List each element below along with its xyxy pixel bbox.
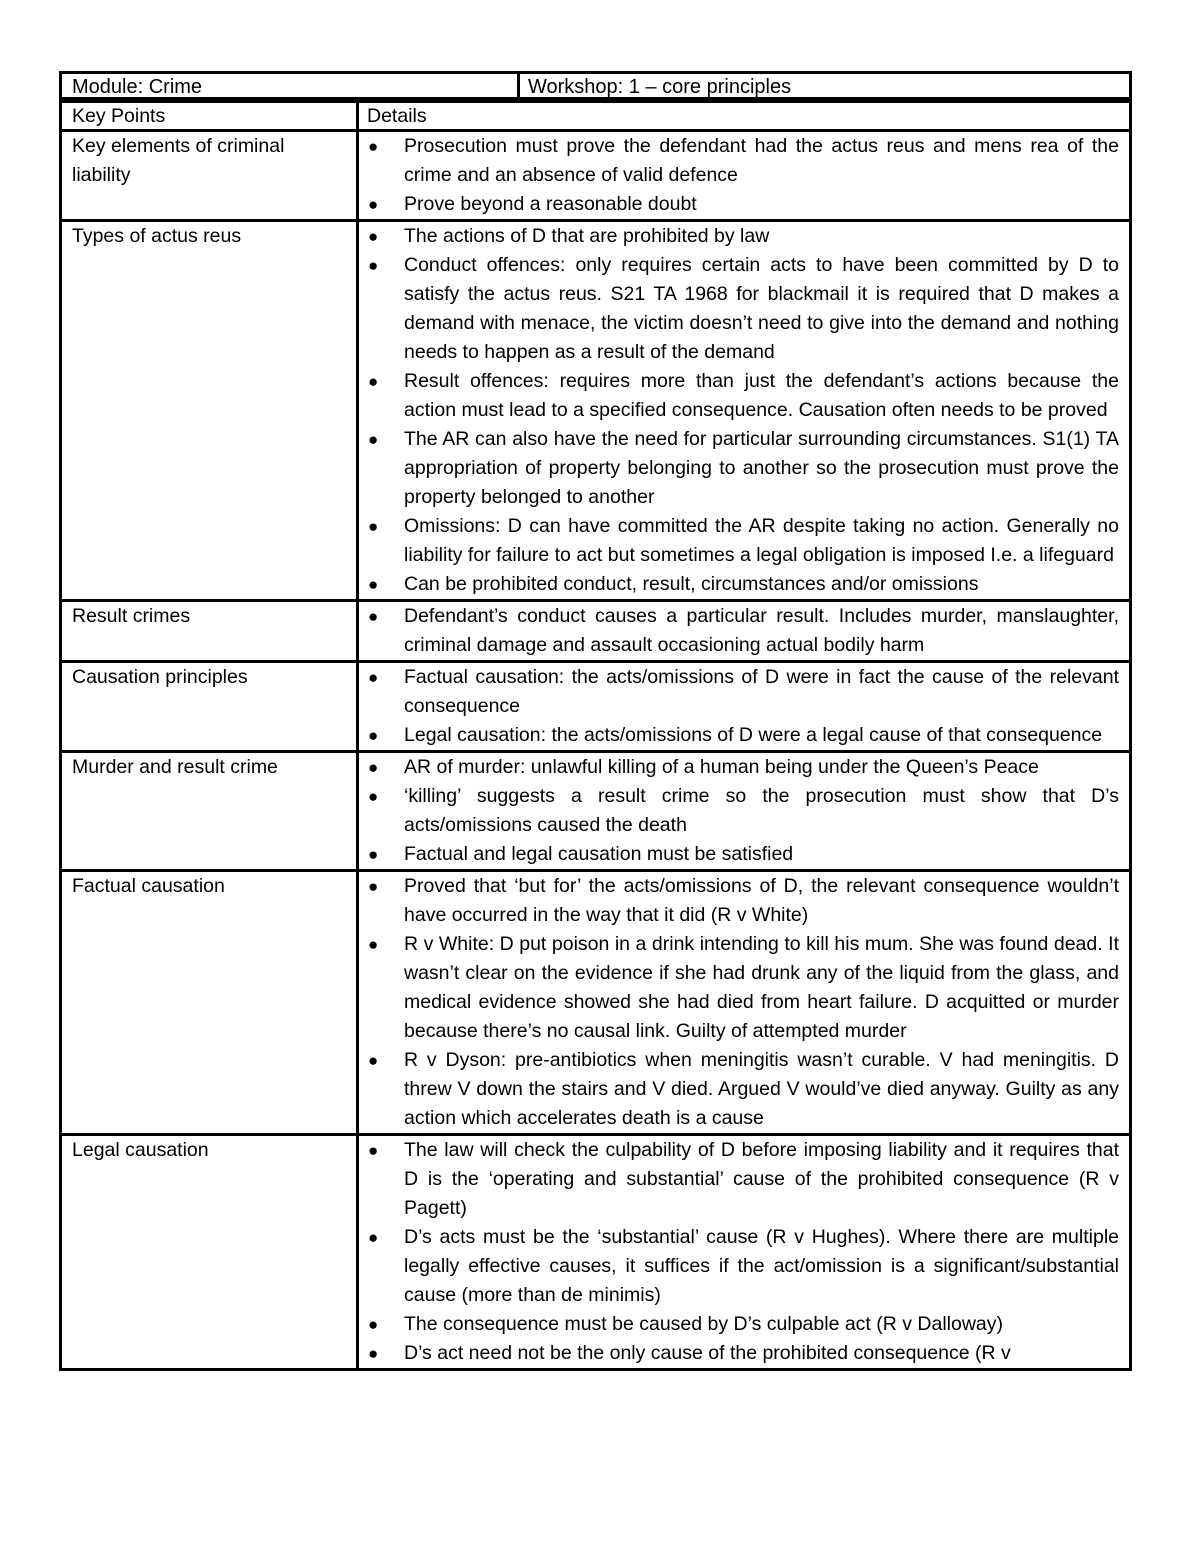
details-cell bbox=[358, 752, 1131, 871]
detail-text: AR of murder: unlawful killing of a human being under the Queen’s Peace bbox=[404, 756, 1039, 778]
bullet-icon: ● bbox=[368, 1344, 379, 1363]
detail-text: R v White: D put poison in a drink intending to kill his mum. She was found dead. It wasn’t clear on the evidence if she had drunk any of the liquid from the glass, and medical evidence showed she had died from heart failure. D acquitted or murder because there’s no causal link. Guilty of attempted murder bbox=[404, 933, 1119, 1042]
list-item bbox=[368, 222, 1119, 251]
detail-text: Factual and legal causation must be satisfied bbox=[404, 843, 794, 865]
details-list bbox=[368, 872, 1119, 1133]
list-item bbox=[368, 367, 1119, 425]
details-list bbox=[368, 132, 1119, 219]
detail-text: Prove beyond a reasonable doubt bbox=[404, 193, 697, 215]
detail-text: The law will check the culpability of D before imposing liability and it requires that D is the ‘operating and substantial’ cause of the prohibited consequence (R v Pagett) bbox=[404, 1139, 1119, 1219]
bullet-icon: ● bbox=[368, 668, 379, 687]
header-row bbox=[59, 71, 1132, 100]
details-cell bbox=[358, 871, 1131, 1135]
details-cell bbox=[358, 601, 1131, 662]
key-point: Murder and result crime bbox=[61, 752, 358, 871]
bullet-icon: ● bbox=[368, 256, 379, 275]
detail-text: Result offences: requires more than just the defendant’s actions because the action must lead to a specified consequence. Causation often needs to be proved bbox=[404, 370, 1119, 421]
details-cell bbox=[358, 662, 1131, 752]
detail-text: Prosecution must prove the defendant had the actus reus and mens rea of the crime and an absence of valid defence bbox=[404, 135, 1119, 186]
details-cell bbox=[358, 221, 1131, 601]
key-point: Key elements of criminal liability bbox=[61, 131, 358, 221]
details-list bbox=[368, 1136, 1119, 1368]
detail-text: Defendant’s conduct causes a particular result. Includes murder, manslaughter, criminal damage and assault occasioning actual bodily harm bbox=[404, 605, 1119, 656]
bullet-icon: ● bbox=[368, 607, 379, 626]
list-item bbox=[368, 190, 1119, 219]
list-item bbox=[368, 753, 1119, 782]
list-item bbox=[368, 1310, 1119, 1339]
bullet-icon: ● bbox=[368, 1315, 379, 1334]
bullet-icon: ● bbox=[368, 935, 379, 954]
bullet-icon: ● bbox=[368, 372, 379, 391]
bullet-icon: ● bbox=[368, 195, 379, 214]
list-item bbox=[368, 1136, 1119, 1223]
list-item bbox=[368, 132, 1119, 190]
column-header-details: Details bbox=[358, 102, 1131, 131]
bullet-icon: ● bbox=[368, 787, 379, 806]
key-point: Types of actus reus bbox=[61, 221, 358, 601]
list-item bbox=[368, 840, 1119, 869]
bullet-icon: ● bbox=[368, 575, 379, 594]
bullet-icon: ● bbox=[368, 227, 379, 246]
details-list bbox=[368, 663, 1119, 750]
list-item bbox=[368, 602, 1119, 660]
details-cell bbox=[358, 131, 1131, 221]
list-item bbox=[368, 663, 1119, 721]
module-title: Module: Crime bbox=[62, 74, 520, 97]
detail-text: Conduct offences: only requires certain acts to have been committed by D to satisfy the actus reus. S21 TA 1968 for blackmail it is required that D makes a demand with menace, the victim doesn’t need to give into the demand and nothing needs to happen as a result of the demand bbox=[404, 254, 1119, 363]
table-row bbox=[61, 752, 1131, 871]
detail-text: D’s acts must be the ‘substantial’ cause (R v Hughes). Where there are multiple legally effective causes, it suffices if the act/omission is a significant/substantial cause (more than de minimis) bbox=[404, 1226, 1119, 1306]
list-item bbox=[368, 251, 1119, 367]
table-row bbox=[61, 221, 1131, 601]
bullet-icon: ● bbox=[368, 1141, 379, 1160]
bullet-icon: ● bbox=[368, 1228, 379, 1247]
list-item bbox=[368, 512, 1119, 570]
details-list bbox=[368, 753, 1119, 869]
notes-table bbox=[59, 100, 1132, 1371]
table-row bbox=[61, 871, 1131, 1135]
detail-text: The AR can also have the need for particular surrounding circumstances. S1(1) TA appropriation of property belonging to another so the prosecution must prove the property belonged to another bbox=[404, 428, 1119, 508]
column-header-key-points: Key Points bbox=[61, 102, 358, 131]
details-list bbox=[368, 222, 1119, 599]
list-item bbox=[368, 782, 1119, 840]
bullet-icon: ● bbox=[368, 845, 379, 864]
list-item bbox=[368, 1223, 1119, 1310]
workshop-title: Workshop: 1 – core principles bbox=[528, 76, 792, 98]
key-point: Legal causation bbox=[61, 1135, 358, 1370]
bullet-icon: ● bbox=[368, 1051, 379, 1070]
detail-text: D’s act need not be the only cause of the prohibited consequence (R v bbox=[404, 1342, 1011, 1364]
detail-text: Legal causation: the acts/omissions of D were a legal cause of that consequence bbox=[404, 724, 1103, 746]
table-row bbox=[61, 131, 1131, 221]
list-item bbox=[368, 721, 1119, 750]
list-item bbox=[368, 570, 1119, 599]
bullet-icon: ● bbox=[368, 430, 379, 449]
detail-text: Can be prohibited conduct, result, circumstances and/or omissions bbox=[404, 573, 979, 595]
detail-text: Proved that ‘but for’ the acts/omissions of D, the relevant consequence wouldn’t have occurred in the way that it did (R v White) bbox=[404, 875, 1119, 926]
list-item bbox=[368, 872, 1119, 930]
bullet-icon: ● bbox=[368, 877, 379, 896]
details-list bbox=[368, 602, 1119, 660]
bullet-icon: ● bbox=[368, 517, 379, 536]
detail-text: Omissions: D can have committed the AR despite taking no action. Generally no liability for failure to act but sometimes a legal obligation is imposed I.e. a lifeguard bbox=[404, 515, 1119, 566]
detail-text: R v Dyson: pre-antibiotics when meningitis wasn’t curable. V had meningitis. D threw V down the stairs and V died. Argued V would’ve died anyway. Guilty as any action which accelerates death is a cause bbox=[404, 1049, 1119, 1129]
key-point: Result crimes bbox=[61, 601, 358, 662]
bullet-icon: ● bbox=[368, 758, 379, 777]
detail-text: Factual causation: the acts/omissions of D were in fact the cause of the relevant consequence bbox=[404, 666, 1119, 717]
list-item bbox=[368, 1046, 1119, 1133]
detail-text: The consequence must be caused by D’s culpable act (R v Dalloway) bbox=[404, 1313, 1004, 1335]
detail-text: The actions of D that are prohibited by law bbox=[404, 225, 770, 247]
key-point: Causation principles bbox=[61, 662, 358, 752]
list-item bbox=[368, 1339, 1119, 1368]
notes-page bbox=[59, 71, 1132, 1371]
detail-text: ‘killing’ suggests a result crime so the prosecution must show that D’s acts/omissions caused the death bbox=[404, 785, 1119, 836]
table-row bbox=[61, 1135, 1131, 1370]
column-header-row bbox=[61, 102, 1131, 131]
bullet-icon: ● bbox=[368, 137, 379, 156]
details-cell bbox=[358, 1135, 1131, 1370]
list-item bbox=[368, 425, 1119, 512]
key-point: Factual causation bbox=[61, 871, 358, 1135]
table-row bbox=[61, 662, 1131, 752]
bullet-icon: ● bbox=[368, 726, 379, 745]
list-item bbox=[368, 930, 1119, 1046]
table-row bbox=[61, 601, 1131, 662]
